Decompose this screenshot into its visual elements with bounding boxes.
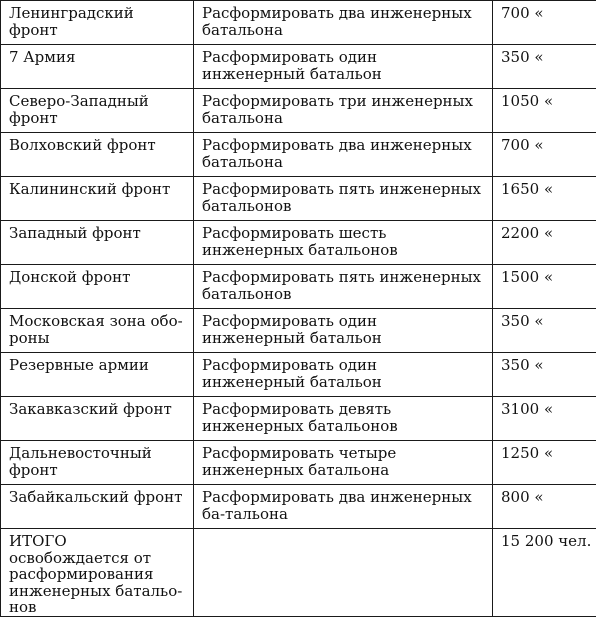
table-row [1,45,596,89]
action-cell: Расформировать два инженерных батальона [194,1,493,45]
total-row [1,529,596,617]
table-row [1,1,596,45]
action-cell: Расформировать два инженерных ба-тальона [194,485,493,529]
table-row [1,485,596,529]
table-row [1,441,596,485]
table-row [1,353,596,397]
unit-cell: Северо-Западный фронт [1,89,194,133]
count-cell: 350 « [493,353,596,397]
table-row [1,133,596,177]
total-action [194,529,493,617]
count-cell: 350 « [493,45,596,89]
unit-cell: 7 Армия [1,45,194,89]
count-cell: 1650 « [493,177,596,221]
action-cell: Расформировать два инженерных батальона [194,133,493,177]
action-cell: Расформировать один инженерный батальон [194,353,493,397]
count-cell: 1500 « [493,265,596,309]
table-row [1,177,596,221]
total-count: 15 200 чел. [493,529,596,617]
count-cell: 700 « [493,1,596,45]
count-cell: 2200 « [493,221,596,265]
action-cell: Расформировать пять инженерных батальонов [194,265,493,309]
action-cell: Расформировать шесть инженерных батальонов [194,221,493,265]
unit-cell: Ленинградский фронт [1,1,194,45]
unit-cell: Донской фронт [1,265,194,309]
count-cell: 800 « [493,485,596,529]
table-body [1,1,596,617]
unit-cell: Калининский фронт [1,177,194,221]
action-cell: Расформировать четыре инженерных батальона [194,441,493,485]
count-cell: 1250 « [493,441,596,485]
action-cell: Расформировать один инженерный батальон [194,45,493,89]
table-row [1,221,596,265]
unit-cell: Забайкальский фронт [1,485,194,529]
unit-cell: Резервные армии [1,353,194,397]
table-row [1,397,596,441]
count-cell: 350 « [493,309,596,353]
unit-cell: Дальневосточный фронт [1,441,194,485]
count-cell: 3100 « [493,397,596,441]
unit-cell: Закавказский фронт [1,397,194,441]
action-cell: Расформировать один инженерный батальон [194,309,493,353]
action-cell: Расформировать девять инженерных батальонов [194,397,493,441]
unit-cell: Московская зона обо-роны [1,309,194,353]
table-row [1,89,596,133]
count-cell: 700 « [493,133,596,177]
total-label: ИТОГО освобождается от расформирования инженерных батальо-нов [1,529,194,617]
action-cell: Расформировать пять инженерных батальонов [194,177,493,221]
count-cell: 1050 « [493,89,596,133]
table-row [1,265,596,309]
action-cell: Расформировать три инженерных батальона [194,89,493,133]
unit-cell: Западный фронт [1,221,194,265]
unit-cell: Волховский фронт [1,133,194,177]
table-row [1,309,596,353]
